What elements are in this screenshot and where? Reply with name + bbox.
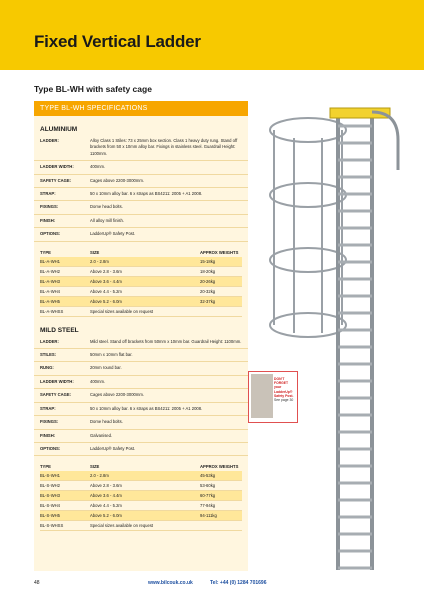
table-row [40, 481, 242, 491]
table-cell: 20-32kg [200, 288, 216, 294]
column-header: TYPE [40, 464, 51, 470]
spec-value: 50 x 10mm alloy bar. 6 x straps as BS4211: 2005 + A1 2008. [90, 405, 203, 411]
table-cell: Above 5.2 - 6.0m [90, 513, 122, 519]
callout-line: DON'T FORGET [274, 377, 289, 386]
spec-key: STRAP: [40, 191, 56, 197]
page-subtitle: Type BL-WH with safety cage [34, 84, 152, 94]
spec-row [34, 161, 248, 174]
table-cell [200, 309, 242, 314]
callout-text [274, 377, 296, 402]
spec-value: 20mm round bar. [90, 365, 122, 371]
spec-value: Cages above 2200-3000mm. [90, 392, 145, 398]
spec-row [34, 175, 248, 188]
table-cell: 60-77kg [200, 493, 216, 499]
table-row [40, 471, 242, 481]
table-cell: BL-A-WH4 [40, 288, 61, 294]
spec-value: 50mm x 10mm flat bar. [90, 352, 133, 358]
table-cell: BL-S-WH3 [40, 493, 61, 499]
column-header: APPROX WEIGHTS [200, 464, 239, 470]
column-header: SIZE [90, 249, 100, 255]
table-row [40, 511, 242, 521]
spec-value: Cages above 2200-3000mm. [90, 177, 145, 183]
table-cell: Above 2.8 - 3.6m [90, 268, 122, 274]
spec-row [34, 349, 248, 362]
ladder-cage [270, 118, 346, 337]
spec-row [34, 215, 248, 228]
column-header: TYPE [40, 249, 51, 255]
spec-value: LadderUp® Safety Post. [90, 231, 136, 237]
table-cell: Above 4.4 - 5.2m [90, 288, 122, 294]
cage-hoop [270, 118, 346, 142]
spec-value: 50 x 10mm alloy bar. 6 x straps as BS4211: 2005 + A1 2008. [90, 191, 203, 197]
spec-value: LadderUp® Safety Post. [90, 445, 136, 451]
spec-key: FIXINGS: [40, 419, 59, 425]
spec-value: All alloy mill finish. [90, 217, 124, 223]
table-cell: BL-A-WH3 [40, 278, 61, 284]
spec-value: Dome head bolts. [90, 204, 123, 210]
spec-row [34, 135, 248, 161]
website-link[interactable]: www.bilcouk.co.uk [148, 580, 193, 586]
mild-steel-size-table [40, 462, 242, 531]
page-title: Fixed Vertical Ladder [34, 32, 201, 51]
callout-line: Safety Post. [274, 393, 294, 398]
spec-row [34, 201, 248, 214]
table-cell: BL-S-WH1 [40, 473, 61, 479]
table-cell: Above 3.6 - 4.4m [90, 278, 122, 284]
spec-value: Mild steel. Stand off brackets from 50mm x 10mm bar. Guardrail Height: 1100mm. [90, 338, 242, 344]
table-row [40, 307, 242, 317]
table-cell: Above 3.6 - 4.4m [90, 493, 122, 499]
aluminium-size-table [40, 248, 242, 317]
spec-value: 400mm. [90, 378, 106, 384]
spec-row [34, 228, 248, 241]
spec-key: LADDER: [40, 138, 59, 143]
callout-line: your LadderUp® [274, 385, 293, 394]
table-cell: 77-94kg [200, 503, 216, 509]
spec-row [34, 416, 248, 429]
table-cell: BL-S-WH5 [40, 513, 61, 519]
table-cell: BL-A-WHSS [40, 308, 64, 314]
column-header: APPROX WEIGHTS [200, 249, 239, 255]
table-row [40, 287, 242, 297]
table-cell: BL-S-WHSS [40, 523, 64, 529]
table-cell: 20-26kg [200, 278, 216, 284]
page-number: 48 [34, 580, 40, 586]
table-header [40, 462, 242, 471]
spec-value: Alloy Class 1 Stiles: 73 x 25mm box section. Class 1 heavy duty rung. Stand off brackets from 50 x 10mm alloy bar. Fixings in stainless steel. Guardrail Height: 1100mm. [90, 138, 238, 156]
ladder-illustration [250, 100, 400, 570]
spec-row [34, 430, 248, 443]
table-cell: Above 4.4 - 5.2m [90, 503, 122, 509]
section-title-aluminium: ALUMINIUM [40, 126, 78, 133]
cage-hoop [270, 248, 346, 272]
table-cell: 94-111kg [200, 513, 217, 519]
spec-key: OPTIONS: [40, 445, 61, 451]
spec-key: RUNG: [40, 365, 54, 371]
spec-row [34, 336, 248, 349]
spec-row [34, 389, 248, 402]
spec-key: FINISH: [40, 217, 56, 223]
column-header: SIZE [90, 464, 100, 470]
spec-key: LADDER WIDTH: [40, 378, 74, 384]
spec-row [34, 362, 248, 375]
spec-value: Dome head bolts. [90, 419, 123, 425]
spec-value: 400mm. [90, 164, 106, 170]
spec-key: STILES: [40, 352, 57, 358]
cage-hoop [270, 183, 346, 207]
table-row [40, 297, 242, 307]
spec-key: FIXINGS: [40, 204, 59, 210]
spec-key: SAFETY CAGE: [40, 177, 72, 183]
spec-row [34, 376, 248, 389]
spec-key: LADDER: [40, 338, 59, 344]
spec-value: Galvanised. [90, 432, 113, 438]
table-row [40, 491, 242, 501]
aluminium-spec-list [34, 135, 248, 242]
table-row [40, 501, 242, 511]
table-cell: 2.0 - 2.8m [90, 258, 109, 264]
table-cell: 32-37kg [200, 298, 216, 304]
safety-post-photo [251, 374, 273, 418]
spec-key: LADDER WIDTH: [40, 164, 74, 170]
table-row [40, 521, 242, 531]
table-cell: BL-A-WH2 [40, 268, 61, 274]
table-cell: 45-53kg [200, 473, 216, 479]
table-cell: 53-60kg [200, 483, 216, 489]
safety-post-callout [248, 371, 298, 423]
spec-row [34, 403, 248, 416]
table-row [40, 267, 242, 277]
table-cell: BL-S-WH4 [40, 503, 61, 509]
table-cell: Above 2.8 - 3.6m [90, 483, 122, 489]
panel-heading: TYPE BL-WH SPECIFICATIONS [34, 101, 248, 116]
page-header [0, 0, 424, 70]
specifications-panel [34, 101, 248, 571]
spec-key: OPTIONS: [40, 231, 61, 237]
section-title-mild-steel: MILD STEEL [40, 326, 79, 334]
table-cell: Above 5.2 - 6.0m [90, 298, 122, 304]
table-cell: 18-20kg [200, 268, 216, 274]
table-cell: Special sizes available on request [90, 523, 154, 529]
phone-number: Tel: +44 (0) 1284 701696 [210, 580, 267, 586]
callout-line: See page 30 [274, 398, 294, 403]
cage-hoop [270, 313, 346, 337]
table-cell [200, 523, 242, 528]
ladder-rungs [338, 126, 372, 568]
table-cell: 15-18kg [200, 258, 216, 264]
table-header [40, 248, 242, 257]
handrail [372, 112, 398, 170]
spec-row [34, 188, 248, 201]
mild-steel-spec-list [34, 336, 248, 457]
table-cell: Special sizes available on request [90, 308, 154, 314]
table-row [40, 277, 242, 287]
spec-key: STRAP: [40, 405, 56, 411]
table-cell: BL-S-WH2 [40, 483, 61, 489]
table-cell: 2.0 - 2.8m [90, 473, 109, 479]
table-row [40, 257, 242, 267]
spec-key: FINISH: [40, 432, 56, 438]
spec-key: SAFETY CAGE: [40, 392, 72, 398]
table-cell: BL-A-WH1 [40, 258, 61, 264]
table-cell: BL-A-WH5 [40, 298, 61, 304]
spec-row [34, 443, 248, 456]
